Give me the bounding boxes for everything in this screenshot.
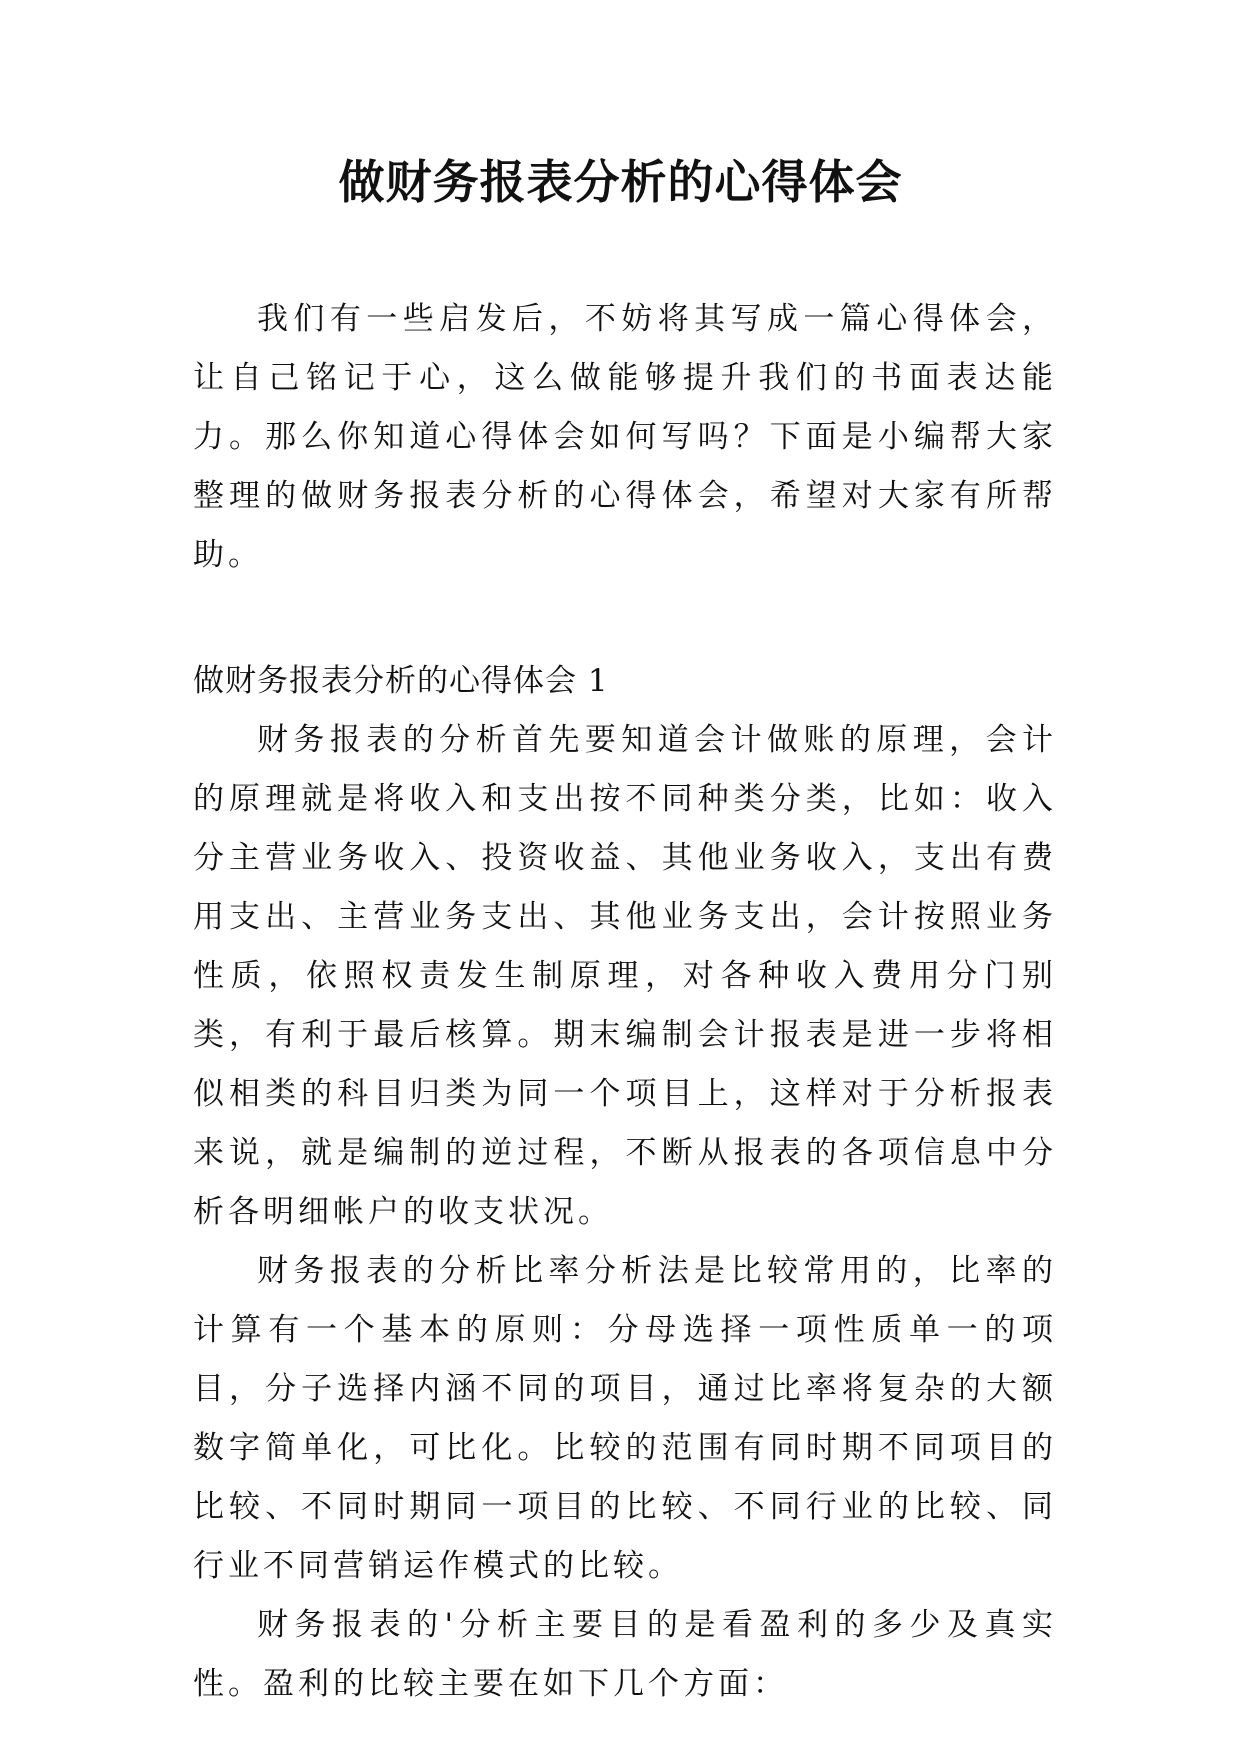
body-paragraph-3: 财务报表的'分析主要目的是看盈利的多少及真实性。盈利的比较主要在如下几个方面： bbox=[193, 1607, 1057, 1702]
body-paragraph-2: 财务报表的分析比率分析法是比较常用的，比率的计算有一个基本的原则：分母选择一项性质单一的项目，分子选择内涵不同的项目，通过比率将复杂的大额数字简单化，可比化。比较的范围有同时期不同项目的比较、不同时期同一项目的比较、不同行业的比较、同行业不同营销运作模式的比较。 bbox=[193, 1253, 1057, 1584]
body-paragraph-1: 财务报表的分析首先要知道会计做账的原理，会计的原理就是将收入和支出按不同种类分类，比如：收入分主营业务收入、投资收益、其他业务收入，支出有费用支出、主营业务支出、其他业务支出，会计按照业务性质，依照权责发生制原理，对各种收入费用分门别类，有利于最后核算。期末编制会计报表是进一步将相似相类的科目归类为同一个项目上，这样对于分析报表来说，就是编制的逆过程，不断从报表的各项信息中分析各明细帐户的收支状况。 bbox=[193, 722, 1057, 1230]
document-title: 做财务报表分析的心得体会 bbox=[338, 155, 903, 209]
section-heading: 做财务报表分析的心得体会 1 bbox=[193, 663, 609, 699]
document-body bbox=[193, 290, 1057, 1714]
intro-paragraph: 我们有一些启发后，不妨将其写成一篇心得体会，让自己铭记于心，这么做能够提升我们的书面表达能力。那么你知道心得体会如何写吗？下面是小编帮大家整理的做财务报表分析的心得体会，希望对大家有所帮助。 bbox=[193, 301, 1057, 573]
